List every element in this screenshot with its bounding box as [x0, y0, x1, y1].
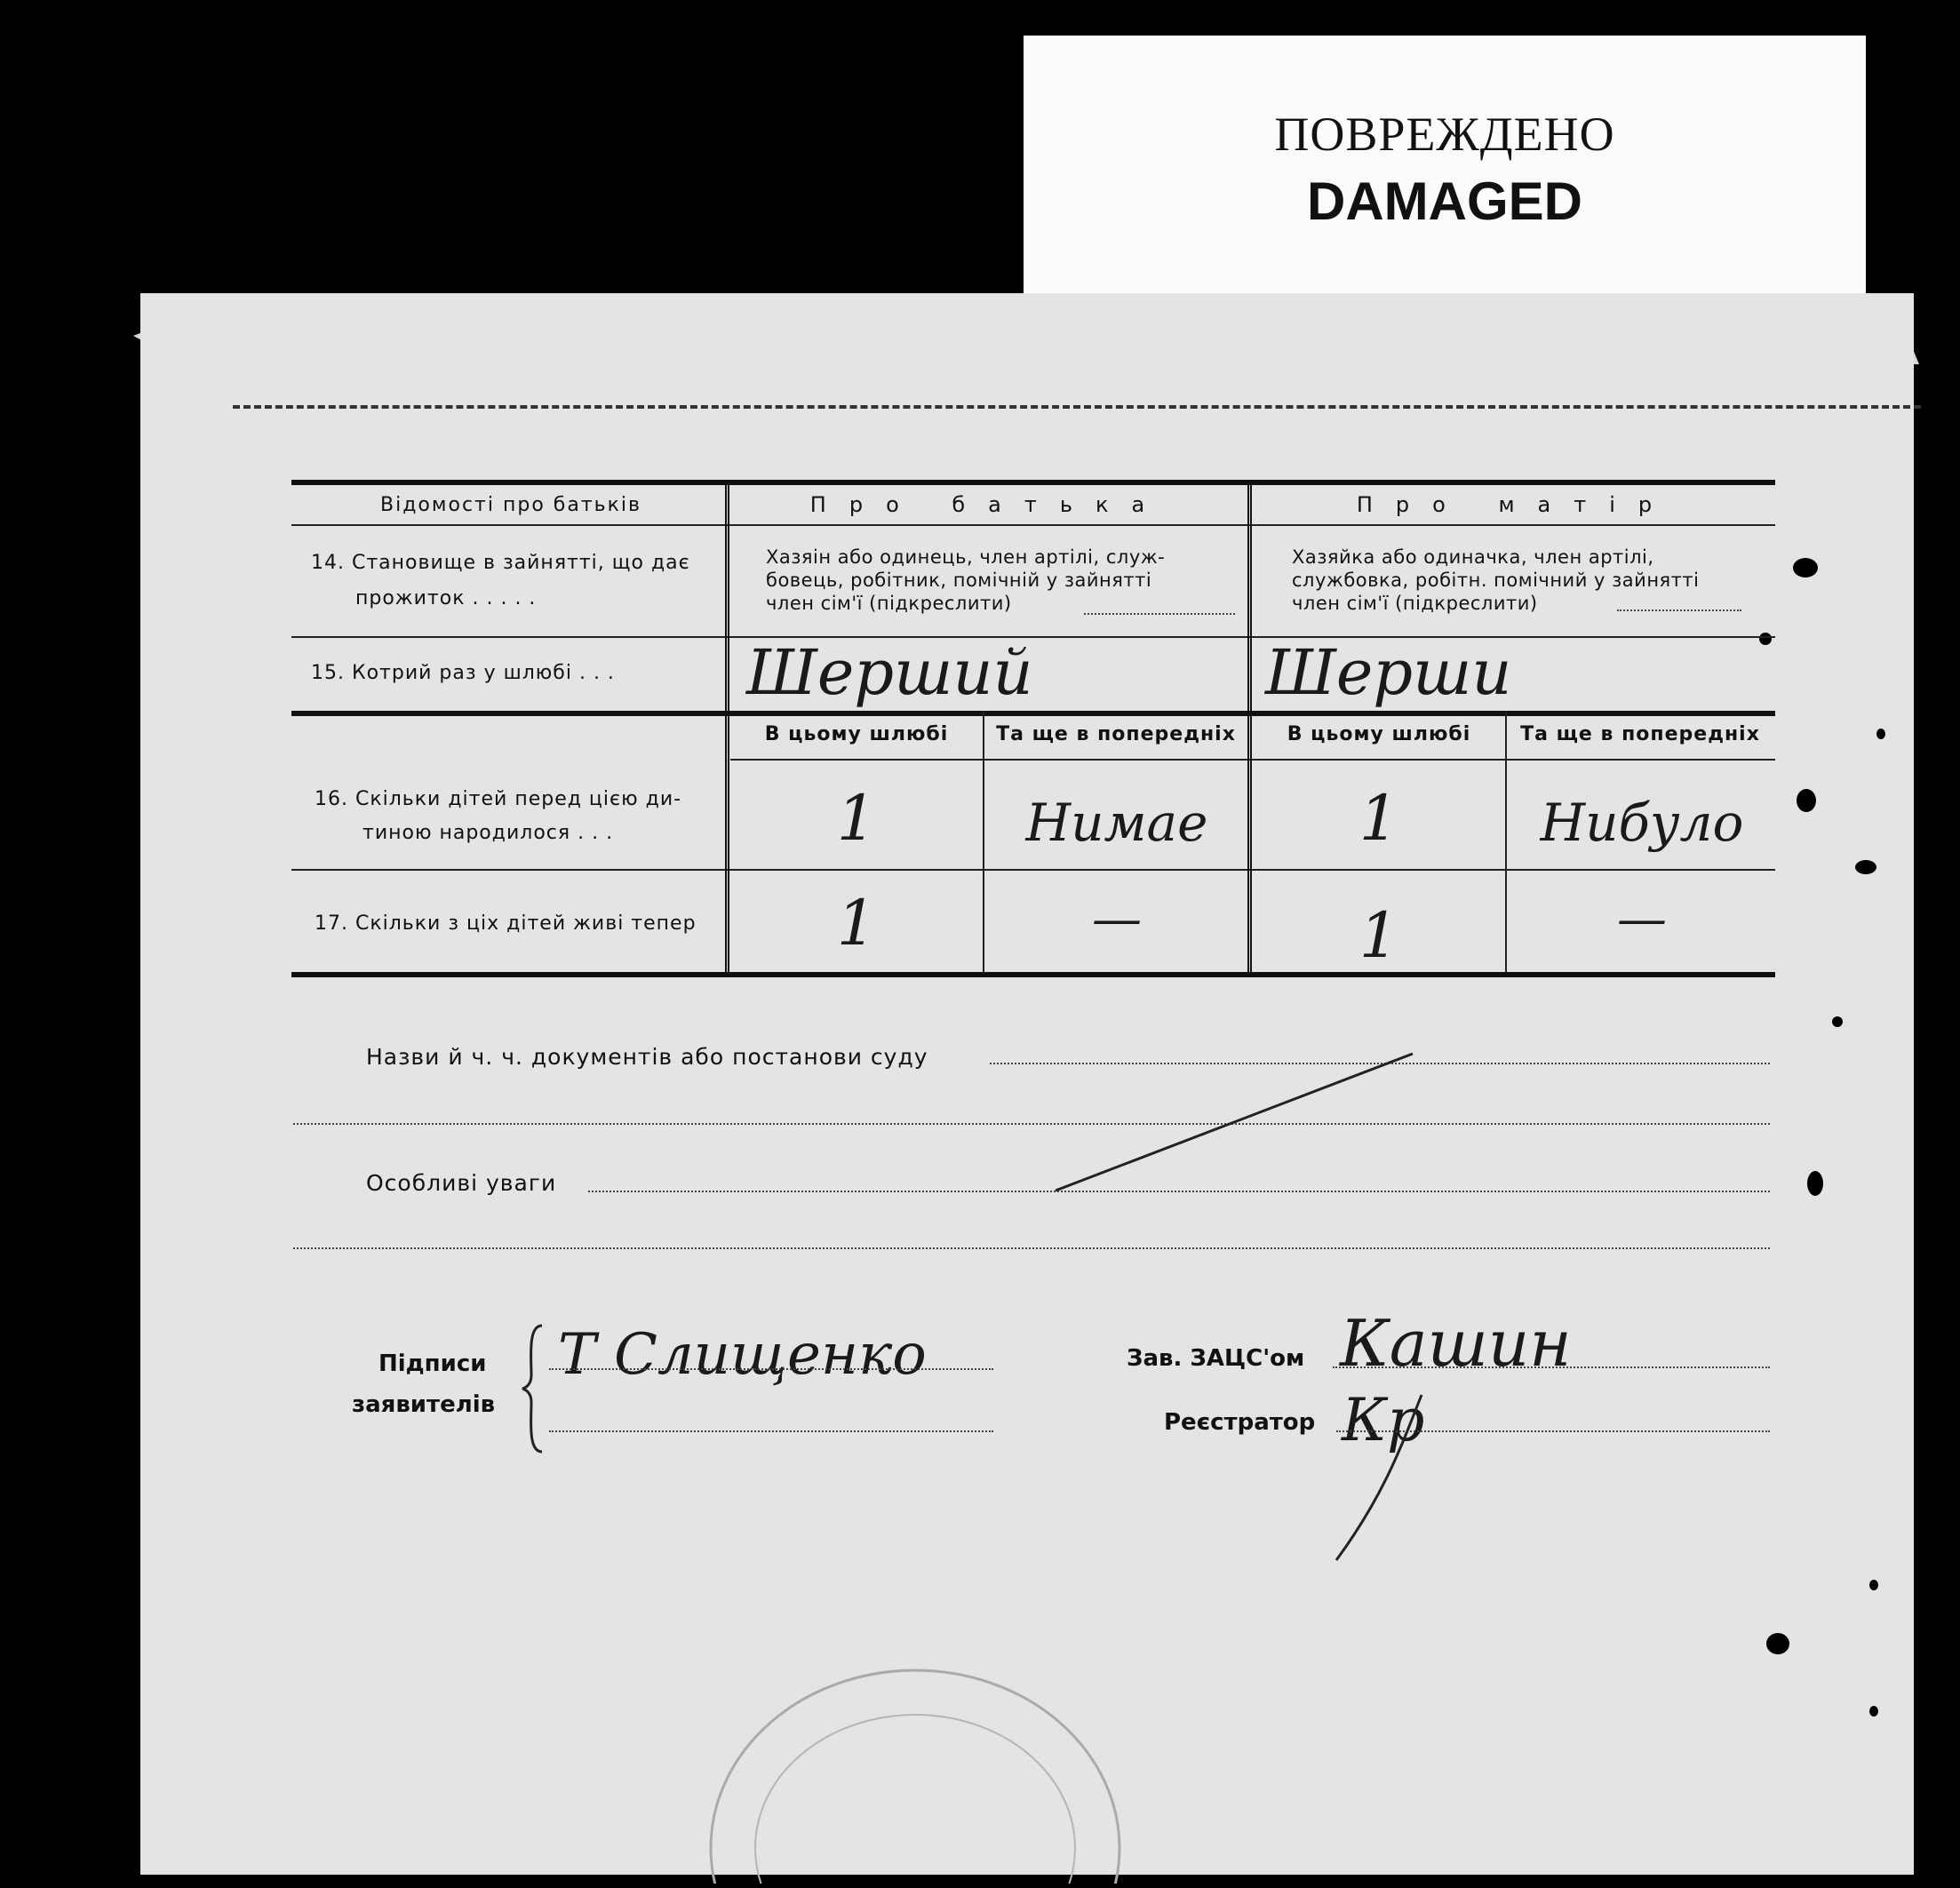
applicant-dotline-2	[549, 1430, 993, 1432]
damaged-label-ru: ПОВРЕЖДЕНО	[1274, 108, 1615, 161]
applicants-label-line1: Підписи	[378, 1350, 487, 1377]
damaged-label-card	[1024, 36, 1866, 302]
registrar-label: Реєстратор	[1164, 1409, 1316, 1436]
head-of-registry-label: Зав. ЗАЦС'ом	[1127, 1345, 1305, 1372]
documents-dotline-2	[293, 1123, 1770, 1125]
registrar-signature-tail	[1324, 1386, 1439, 1564]
row16-label-line2: тиною народилося . . .	[363, 822, 614, 844]
table-top-border	[291, 480, 1775, 485]
damaged-label-en: DAMAGED	[1307, 171, 1582, 231]
subheader-father-this-marriage: В цьому шлюбі	[764, 723, 949, 745]
row14-label-line2: прожиток . . . . .	[355, 587, 537, 609]
table-father-sub-divider	[983, 711, 984, 972]
row14-father-option-2: бовець, робітник, помічній у зайнятті	[766, 570, 1152, 591]
row15-mother-value: Шерши	[1265, 636, 1512, 709]
faint-stamp	[702, 1635, 1128, 1884]
row14-father-option-1: Хазяін або одинець, член артілі, служ-	[766, 546, 1166, 568]
head-signature: Кашин	[1340, 1306, 1572, 1381]
applicant-signature: Т Слищенко	[558, 1322, 927, 1388]
header-about-father: Про батька	[809, 492, 1168, 517]
row15-label: 15. Котрий раз у шлюбі . . .	[311, 662, 615, 684]
punch-hole	[1759, 633, 1772, 645]
row14-mother-option-2: службовка, робітн. помічний у зайнятті	[1292, 570, 1700, 591]
table-header-line	[291, 524, 1775, 526]
registrar-signature: Кр	[1342, 1386, 1425, 1454]
table-bottom-border	[291, 972, 1775, 977]
row16-label-line1: 16. Скільки дітей перед цією ди-	[315, 788, 682, 810]
row15-father-value: Шерший	[746, 636, 1033, 709]
subheader-father-previous: Та ще в попередніх	[996, 723, 1236, 745]
notes-label: Особливі уваги	[366, 1170, 557, 1196]
subheader-mother-this-marriage: В цьому шлюбі	[1287, 723, 1471, 745]
row17-mother-prev-value: —	[1617, 890, 1667, 948]
punch-hole	[1807, 1171, 1823, 1196]
row16-father-prev-value: Нимае	[1025, 793, 1208, 853]
head-dotline	[1333, 1366, 1770, 1368]
table-mother-sub-divider	[1505, 711, 1507, 972]
row17-father-this-value: 1	[836, 887, 877, 960]
row16-mother-this-value: 1	[1358, 782, 1399, 855]
subheader-mother-previous: Та ще в попередніх	[1520, 723, 1760, 745]
notes-dotline-2	[293, 1247, 1770, 1249]
row14-mother-option-3: член сім'ї (підкреслити)	[1292, 593, 1538, 614]
punch-hole	[1869, 1580, 1878, 1590]
punch-hole	[1793, 558, 1818, 578]
punch-hole	[1832, 1016, 1843, 1027]
applicants-brace	[521, 1322, 547, 1455]
punch-hole	[1855, 860, 1876, 874]
header-parents-info: Відомості про батьків	[380, 494, 641, 516]
applicants-label-line2: заявителів	[352, 1391, 496, 1418]
row14-father-dotline	[1084, 613, 1235, 615]
row14-mother-option-1: Хазяйка або одиначка, член артілі,	[1292, 546, 1654, 568]
cancellation-stroke	[1048, 1048, 1422, 1199]
table-row15-line	[291, 711, 1775, 716]
applicant-dotline-1	[549, 1368, 993, 1370]
row17-father-prev-value: —	[1092, 890, 1142, 948]
row17-label: 17. Скільки з ціх дітей живі тепер	[315, 912, 697, 935]
row14-label-line1: 14. Становище в зайнятті, що дає	[311, 552, 690, 574]
punch-hole	[1869, 1706, 1878, 1717]
row16-mother-prev-value: Нибуло	[1540, 793, 1744, 853]
header-about-mother: Про матір	[1356, 492, 1676, 517]
table-row16-line	[291, 869, 1775, 871]
row16-father-this-value: 1	[836, 782, 877, 855]
documents-label: Назви й ч. ч. документів або постанови суду	[366, 1044, 928, 1070]
row14-mother-dotline	[1617, 609, 1741, 611]
perforation-line	[233, 405, 1921, 409]
row14-father-option-3: член сім'ї (підкреслити)	[766, 593, 1012, 614]
punch-hole	[1797, 789, 1816, 812]
punch-hole	[1876, 729, 1885, 739]
punch-hole	[1766, 1633, 1789, 1654]
row17-mother-this-value: 1	[1358, 899, 1399, 972]
table-row14-line	[291, 636, 1775, 638]
